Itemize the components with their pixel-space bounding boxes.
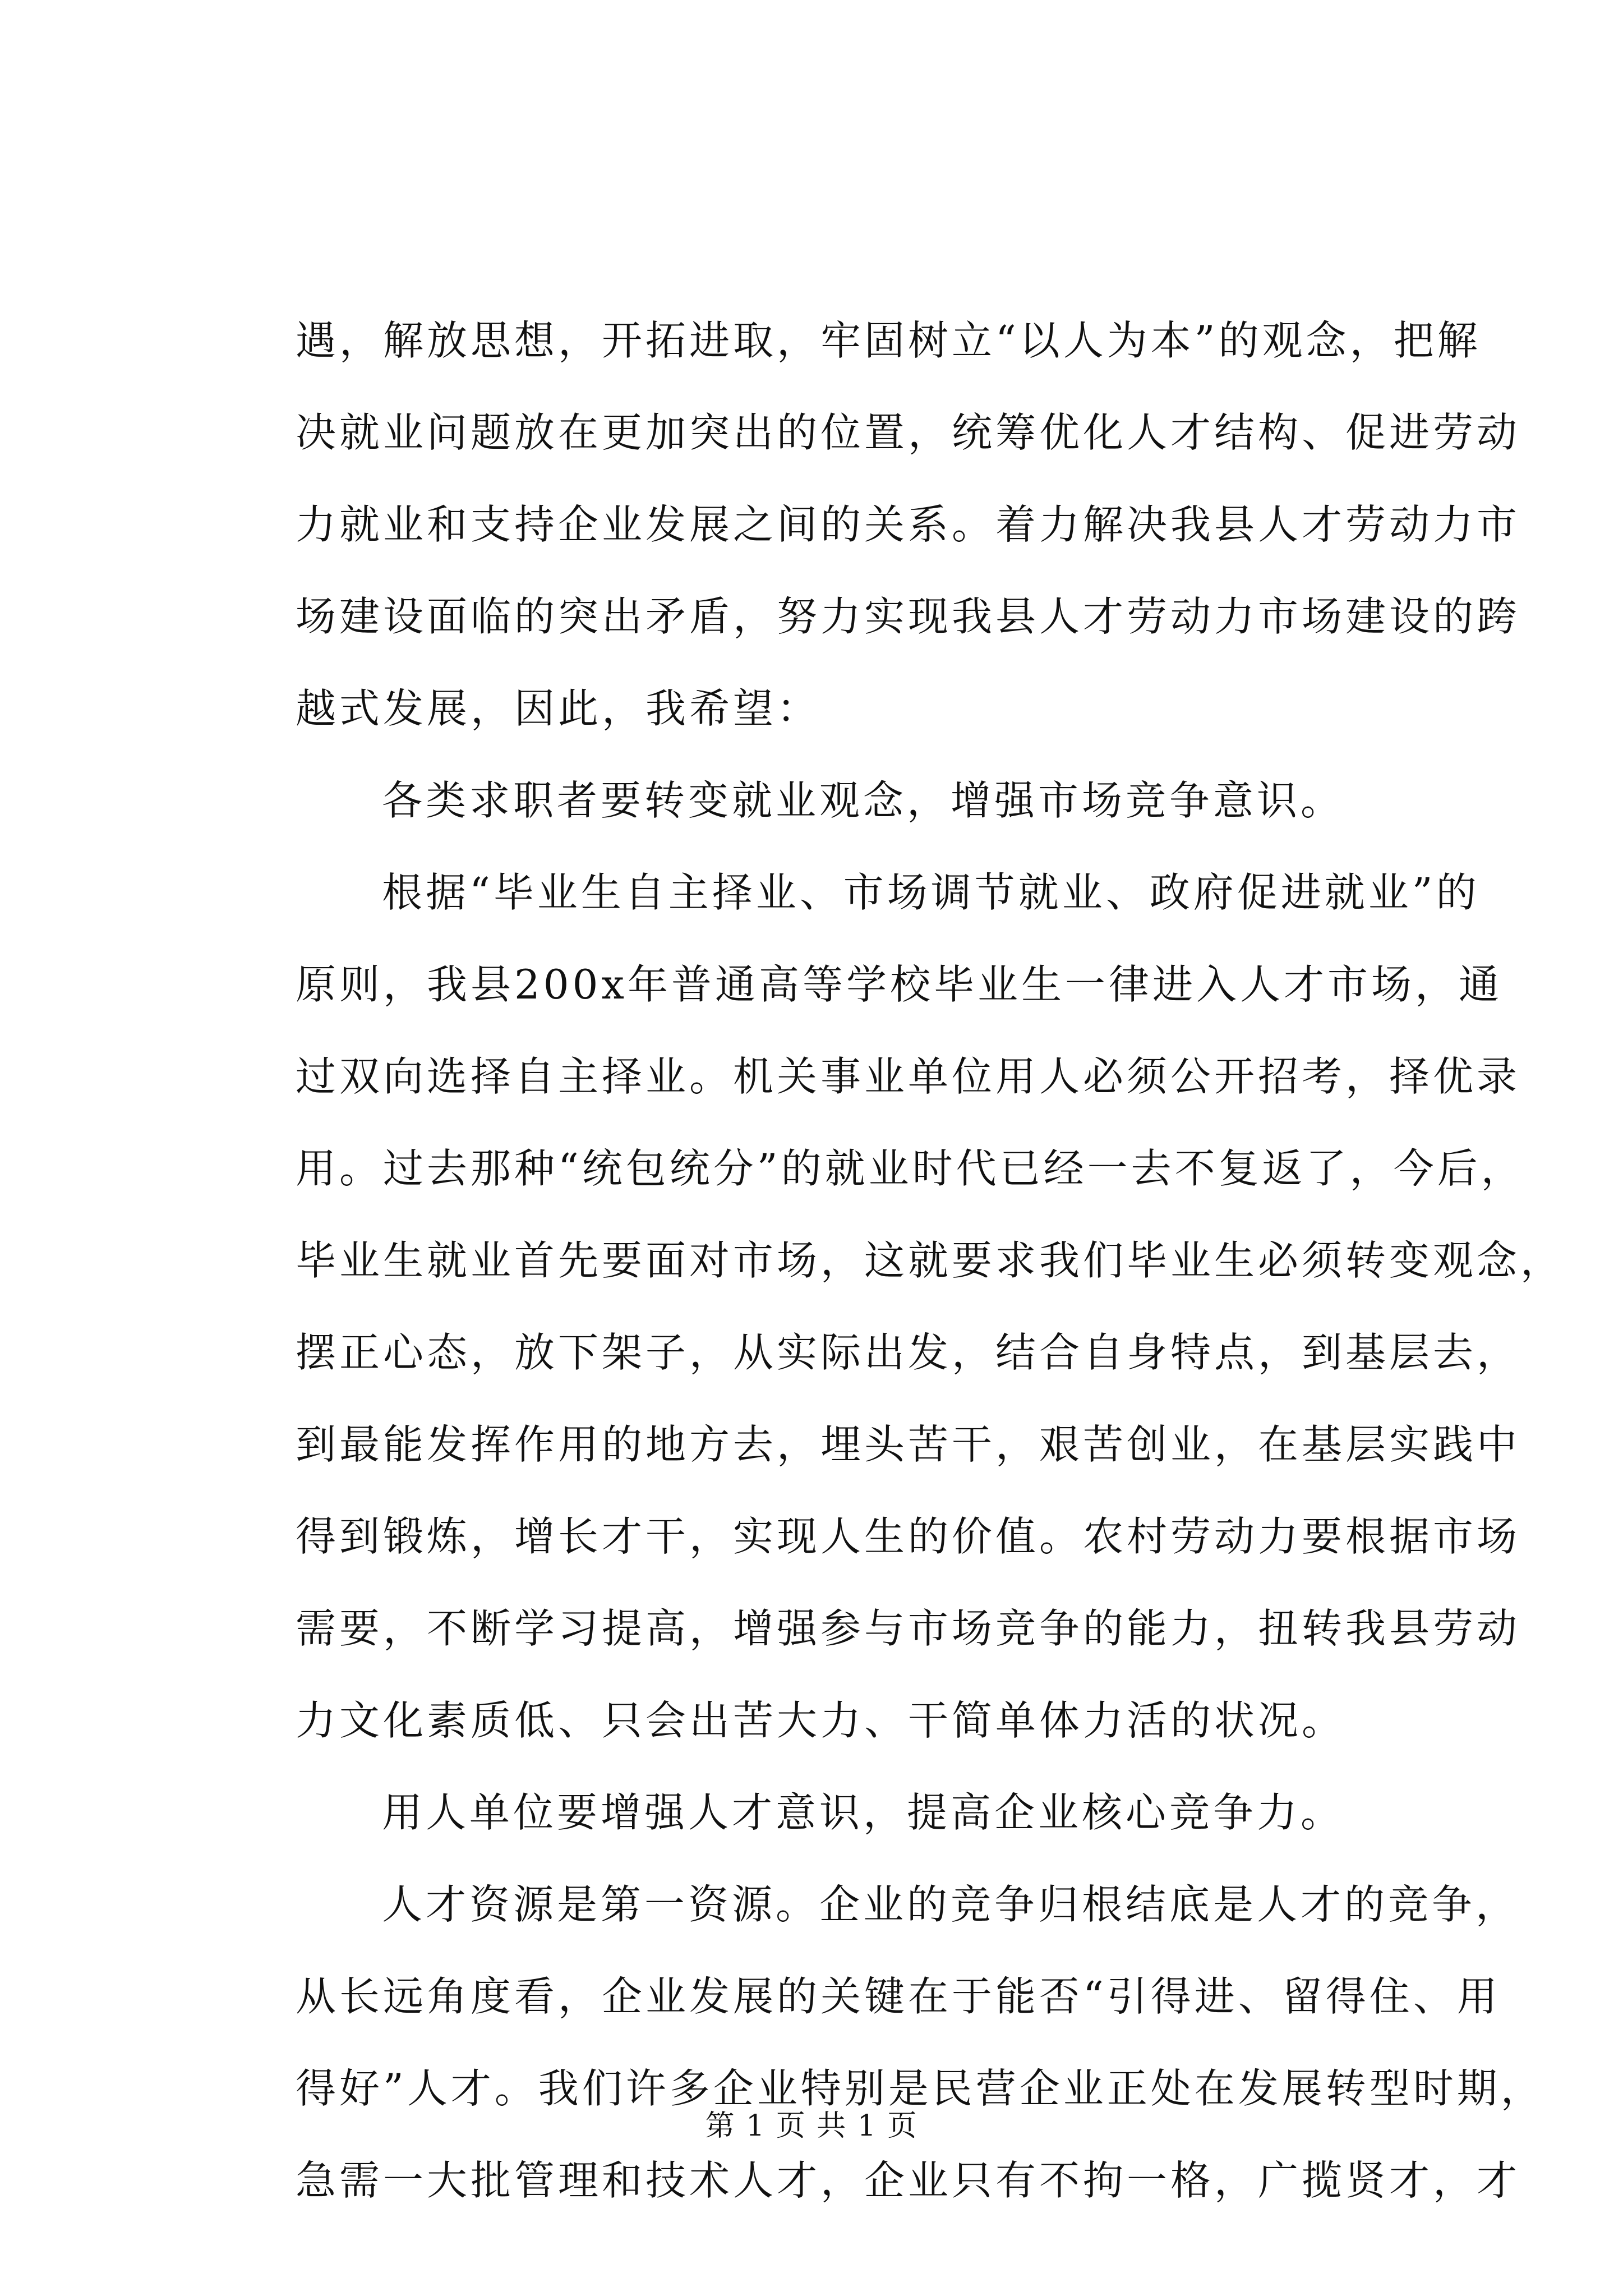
text-line: 过双向选择自主择业。机关事业单位用人必须公开招考，择优录 — [296, 1053, 1521, 1100]
document-body — [296, 295, 1565, 2226]
text-line: 决就业问题放在更加突出的位置，统筹优化人才结构、促进劳动 — [296, 409, 1521, 456]
text-line: 毕业生就业首先要面对市场，这就要求我们毕业生必须转变观念， — [296, 1237, 1565, 1284]
text-line: 用人单位要增强人才意识，提高企业核心竞争力。 — [382, 1789, 1345, 1836]
text-line: 摆正心态，放下架子，从实际出发，结合自身特点，到基层去， — [296, 1329, 1521, 1376]
text-line: 需要，不断学习提高，增强参与市场竞争的能力，扭转我县劳动 — [296, 1605, 1521, 1652]
text-line: 场建设面临的突出矛盾，努力实现我县人才劳动力市场建设的跨 — [296, 593, 1521, 640]
text-line: 各类求职者要转变就业观念，增强市场竞争意识。 — [382, 777, 1345, 824]
text-line: 得好”人才。我们许多企业特别是民营企业正处在发展转型时期， — [296, 2065, 1544, 2112]
text-line: 人才资源是第一资源。企业的竞争归根结底是人才的竞争， — [382, 1881, 1520, 1928]
text-line: 力文化素质低、只会出苦大力、干简单体力活的状况。 — [296, 1697, 1346, 1744]
text-line: 从长远角度看，企业发展的关键在于能否“引得进、留得住、用 — [296, 1973, 1501, 2020]
text-line: 用。过去那种“统包统分”的就业时代已经一去不复返了，今后， — [296, 1145, 1525, 1192]
text-line: 得到锻炼，增长才干，实现人生的价值。农村劳动力要根据市场 — [296, 1513, 1521, 1560]
page-footer: 第 1 页 共 1 页 — [705, 2109, 918, 2143]
text-line: 力就业和支持企业发展之间的关系。着力解决我县人才劳动力市 — [296, 501, 1521, 548]
text-line: 到最能发挥作用的地方去，埋头苦干，艰苦创业，在基层实践中 — [296, 1421, 1521, 1468]
text-line: 根据“毕业生自主择业、市场调节就业、政府促进就业”的 — [382, 869, 1480, 916]
text-line: 原则，我县200x年普通高等学校毕业生一律进入人才市场，通 — [296, 961, 1503, 1008]
text-line: 急需一大批管理和技术人才，企业只有不拘一格，广揽贤才，才 — [296, 2157, 1521, 2204]
text-line: 遇，解放思想，开拓进取，牢固树立“以人为本”的观念，把解 — [296, 317, 1481, 364]
text-line: 越式发展，因此，我希望： — [296, 685, 821, 732]
